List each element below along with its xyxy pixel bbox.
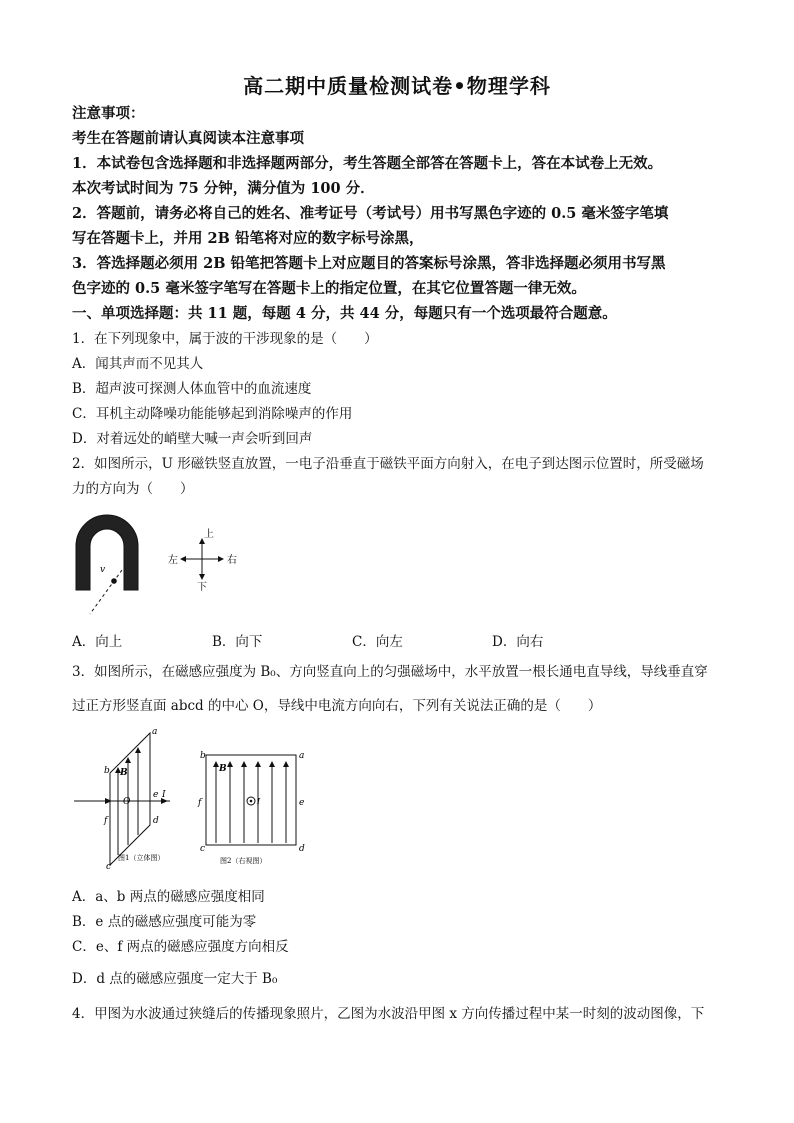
fig2-label-d: d <box>299 844 305 854</box>
page-title: 高二期中质量检测试卷•物理学科 <box>243 74 551 98</box>
fig2-label-c: c <box>200 844 206 854</box>
fig2-label-e: e <box>299 798 305 808</box>
arrow-left-icon <box>180 556 186 562</box>
u-magnet <box>76 515 138 590</box>
note-line: 写在答题卡上，并用 2B 铅笔将对应的数字标号涂黑， <box>72 230 424 247</box>
arrow-right-icon <box>218 556 224 562</box>
electron-dot <box>111 578 117 584</box>
fig1-label-b: b <box>104 766 110 776</box>
fig2-label-I: I <box>257 797 261 806</box>
q2-stem: 2．如图所示，U 形磁铁竖直放置，一电子沿垂直于磁铁平面方向射入，在电子到达图示位置时，所受磁场 <box>72 456 704 472</box>
fig2-current-dot <box>250 800 253 803</box>
fig1-caption: 图1（立体图） <box>118 854 165 862</box>
q1-option: D．对着远处的峭壁大喊一声会听到回声 <box>72 431 313 447</box>
note-line: 考生在答题前请认真阅读本注意事项 <box>72 130 304 147</box>
fig1-label-a: a <box>152 727 158 737</box>
label-up: 上 <box>204 529 214 540</box>
label-right: 右 <box>227 555 237 566</box>
fig1-label-c: c <box>106 862 112 872</box>
fig1-label-B: B <box>120 768 128 778</box>
q2-option: D．向右 <box>492 634 544 650</box>
q2-option: C．向左 <box>352 634 403 650</box>
label-left: 左 <box>168 555 178 566</box>
fig2-label-a: a <box>299 751 305 761</box>
arrow-down-icon <box>199 574 205 580</box>
fig1-label-O: O <box>123 797 131 807</box>
q1-option: B．超声波可探测人体血管中的血流速度 <box>72 381 312 397</box>
fig2-label-f: f <box>198 798 202 808</box>
q2-option: A．向上 <box>72 634 123 650</box>
q3-stem: 过正方形竖直面 abcd 的中心 O，导线中电流方向向右，下列有关说法正确的是（ ） <box>72 698 602 714</box>
note-line: 本次考试时间为 75 分钟，满分值为 100 分． <box>72 180 375 197</box>
q1-stem: 1．在下列现象中，属于波的干涉现象的是（ ） <box>72 331 378 347</box>
q3-option: B．e 点的磁感应强度可能为零 <box>72 914 257 930</box>
q1-option: C．耳机主动降噪功能能够起到消除噪声的作用 <box>72 406 353 422</box>
note-line: 3．答选择题必须用 2B 铅笔把答题卡上对应题目的答案标号涂黑，答非选择题必须用书写黑 <box>72 255 666 272</box>
fig1-label-e: e <box>153 790 159 800</box>
q2-stem: 力的方向为（ ） <box>72 481 194 497</box>
note-line: 色字迹的 0.5 毫米签字笔写在答题卡上的指定位置，在其它位置答题一律无效。 <box>72 280 586 297</box>
section-heading: 一、单项选择题：共 11 题，每题 4 分，共 44 分，每题只有一个选项最符合题意。 <box>72 305 617 322</box>
q3-stem: 3．如图所示，在磁感应强度为 B₀、方向竖直向上的匀强磁场中，水平放置一根长通电直导线，导线垂直穿 <box>72 664 708 680</box>
fig1-label-d: d <box>153 816 159 826</box>
fig2-label-B: B <box>219 764 227 774</box>
notes-heading: 注意事项： <box>72 105 145 122</box>
q2-option: B．向下 <box>212 634 263 650</box>
fig2-caption: 图2（右视图） <box>220 857 267 865</box>
velocity-label: v <box>100 565 106 575</box>
q2-options <box>72 630 692 650</box>
q3-option: C．e、f 两点的磁感应强度方向相反 <box>72 939 289 955</box>
q3-option: D．d 点的磁感应强度一定大于 B₀ <box>72 971 278 987</box>
q2-figure <box>70 510 240 620</box>
q1-option: A．闻其声而不见其人 <box>72 356 204 372</box>
note-line: 2．答题前，请务必将自己的姓名、准考证号（考试号）用书写黑色字迹的 0.5 毫米签字笔填 <box>72 205 669 222</box>
fig2-label-b: b <box>200 751 206 761</box>
electron-path <box>90 570 122 614</box>
note-line: 1．本试卷包含选择题和非选择题两部分，考生答题全部答在答题卡上，答在本试卷上无效。 <box>72 155 663 172</box>
q4-stem: 4．甲图为水波通过狭缝后的传播现象照片，乙图为水波沿甲图 x 方向传播过程中某一时刻的波动图像，下 <box>72 1006 705 1022</box>
fig1-label-f: f <box>104 816 108 826</box>
q3-figure <box>70 725 330 873</box>
fig1-label-I: I <box>162 790 166 800</box>
q3-option: A．a、b 两点的磁感应强度相同 <box>72 889 265 905</box>
label-down: 下 <box>197 582 207 593</box>
